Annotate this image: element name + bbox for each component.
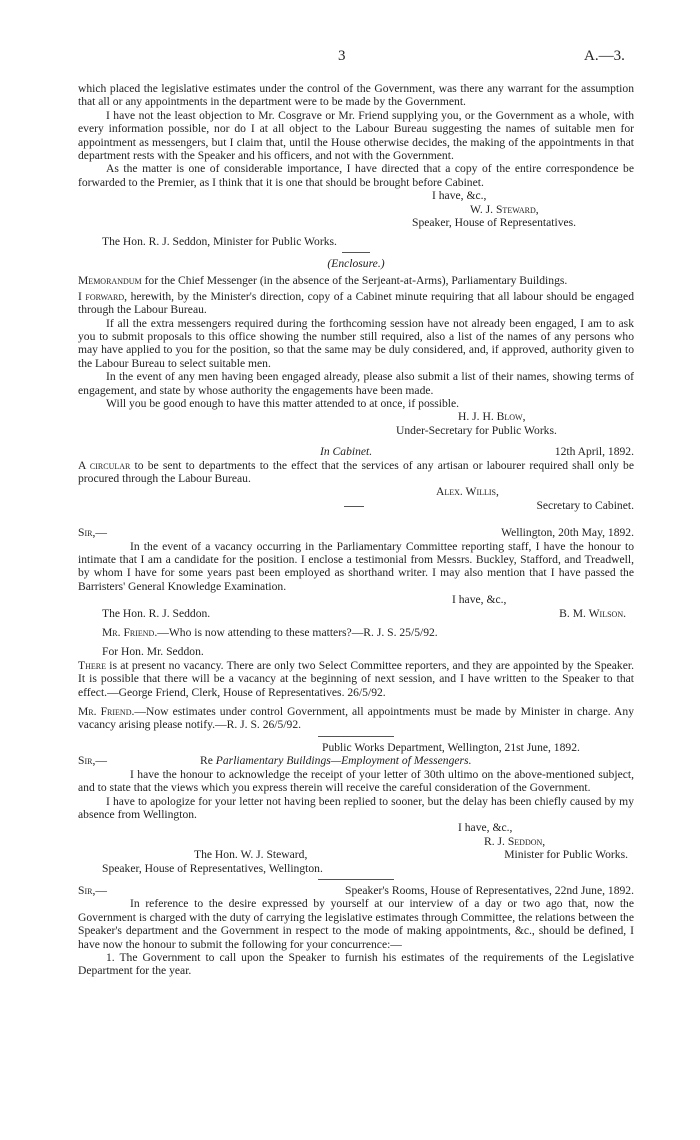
intro-close: I have, &c., — [432, 189, 487, 203]
enclosure-paragraph-4: Will you be good enough to have this matter attended to at once, if possible. — [106, 396, 460, 410]
intro-signature-title: Speaker, House of Representatives. — [412, 216, 577, 230]
document-code: A.—3. — [584, 48, 625, 64]
cabinet-heading-row — [78, 445, 634, 458]
divider — [318, 736, 394, 737]
wilson-salutation: Sir,— — [78, 526, 107, 540]
divider — [344, 506, 364, 512]
intro-signature-name: W. J. Steward, — [470, 202, 539, 216]
wilson-place-date: Wellington, 20th May, 1892. — [501, 526, 634, 540]
seddon-place-date: Public Works Department, Wellington, 21st June, 1892. — [322, 740, 580, 754]
friend-reply: There is at present no vacancy. There are only two Select Committee reporters, and they are appointed by the Speaker. It is possible that there will be a vacancy at the beginning of next session, and I have written to the Speaker to that effect.—George Friend, Clerk, House of Representatives. 26/5/92. — [78, 658, 634, 699]
intro-paragraph-2: I have not the least objection to Mr. Cosgrave or Mr. Friend supplying you, or the Government as a whole, with every information possible, nor do I at all object to the Labour Bureau suggesting the names of suitable men for appointment as messengers, but I claim that, until the House otherwise decides, the making of the appointments in that department rests with the Speaker and his officers, and not with the Government. — [78, 108, 634, 163]
page-header — [0, 48, 700, 68]
enclosure-heading: (Enclosure.) — [327, 256, 385, 270]
for-line: For Hon. Mr. Seddon. — [102, 645, 204, 659]
cabinet-minute: A circular to be sent to departments to the effect that the services of any artisan or labourer required shall only be procured through the Labour Bureau. — [78, 458, 634, 485]
seddon-signature-title: Minister for Public Works. — [504, 848, 628, 862]
divider — [318, 879, 394, 880]
enclosure-signature-title: Under-Secretary for Public Works. — [396, 423, 557, 437]
enclosure-paragraph-2: If all the extra messengers required during the forthcoming session have not already been engaged, I am to ask you to submit proposals to this office showing the number still required, also a list of the names of any persons who may have applied to you for the position, so that the same may be duly considered, and, if approved, authority given to the Labour Bureau to select suitable men. — [78, 316, 634, 370]
steward-heading-row — [78, 884, 634, 897]
cabinet-signature-title: Secretary to Cabinet. — [536, 498, 634, 512]
page-number: 3 — [338, 48, 346, 64]
minute-1: Mr. Friend.—Who is now attending to these matters?—R. J. S. 25/5/92. — [102, 626, 438, 640]
seddon-heading-row — [78, 754, 634, 767]
wilson-signature: B. M. Wilson. — [559, 606, 626, 620]
seddon-close: I have, &c., — [458, 821, 513, 835]
cabinet-signature-name: Alex. Willis, — [436, 485, 499, 499]
steward-paragraph-1: In reference to the desire expressed by yourself at our interview of a day or two ago that, now the Government is charged with the duty of carrying the legislative estimates through Committee, the relations between the Speaker's department and the Government in respect to the mode of making appointments, &c., should be defined, I have now the honour to submit the following for your concurrence:— — [78, 897, 634, 951]
seddon-to-title: Speaker, House of Representatives, Wellington. — [102, 861, 323, 875]
intro-paragraph-3: As the matter is one of considerable importance, I have directed that a copy of the entire correspondence be forwarded to the Premier, as I think that it is one that should be brought before Cabinet. — [78, 162, 634, 189]
cabinet-heading: In Cabinet. — [320, 445, 373, 459]
seddon-signature-name: R. J. Seddon, — [484, 834, 546, 848]
page-body — [78, 82, 634, 978]
intro-addressee: The Hon. R. J. Seddon, Minister for Public Works. — [102, 235, 337, 249]
steward-salutation: Sir,— — [78, 883, 107, 897]
memo-heading: Memorandum for the Chief Messenger (in the absence of the Serjeant-at-Arms), Parliamentary Buildings. — [78, 274, 568, 288]
steward-place-date: Speaker's Rooms, House of Representatives, 22nd June, 1892. — [345, 883, 634, 897]
enclosure-signature-name: H. J. H. Blow, — [458, 410, 526, 424]
seddon-paragraph-2: I have to apologize for your letter not having been replied to sooner, but the delay has been chiefly caused by my absence from Wellington. — [78, 794, 634, 821]
seddon-salutation: Sir,— — [78, 754, 107, 768]
enclosure-paragraph-1: I forward, herewith, by the Minister's direction, copy of a Cabinet minute requiring that all labour should be engaged through the Labour Bureau. — [78, 289, 634, 317]
seddon-to-name: The Hon. W. J. Steward, — [194, 848, 308, 862]
wilson-close: I have, &c., — [452, 593, 507, 607]
wilson-body: In the event of a vacancy occurring in the Parliamentary Committee reporting staff, I have the honour to intimate that I am a candidate for the position. I enclose a testimonial from Messrs. Buckley, Stafford, and Treadwell, by whom I have for some years past been employed as shorthand writer. I may also mention that I have passed the Barristers' General Knowledge Examination. — [78, 539, 634, 593]
minute-2: Mr. Friend.—Now estimates under control Government, all appointments must be made by Minister in charge. Any vacancy arising please notify.—R. J. S. 26/5/92. — [78, 705, 634, 732]
intro-paragraph-1: which placed the legislative estimates under the control of the Government, was there any warrant for the assumption that all or any appointments in the department were to be made by the Government. — [78, 82, 634, 109]
steward-item-1: 1. The Government to call upon the Speaker to furnish his estimates of the requirements of the Legislative Department for the year. — [78, 950, 634, 978]
wilson-addressee: The Hon. R. J. Seddon. — [102, 606, 211, 620]
wilson-heading-row — [78, 526, 634, 539]
cabinet-date: 12th April, 1892. — [554, 445, 634, 459]
enclosure-paragraph-3: In the event of any men having been engaged already, please also submit a list of their names, showing terms of engagement, and state by whose authority the engagements have been made. — [78, 370, 634, 397]
seddon-subject: Re Parliamentary Buildings—Employment of Messengers. — [200, 754, 472, 768]
seddon-paragraph-1: I have the honour to acknowledge the receipt of your letter of 30th ultimo on the above-mentioned subject, and to state that the views which you express therein will receive the careful consideration of the Government. — [78, 767, 634, 795]
divider — [342, 252, 370, 253]
